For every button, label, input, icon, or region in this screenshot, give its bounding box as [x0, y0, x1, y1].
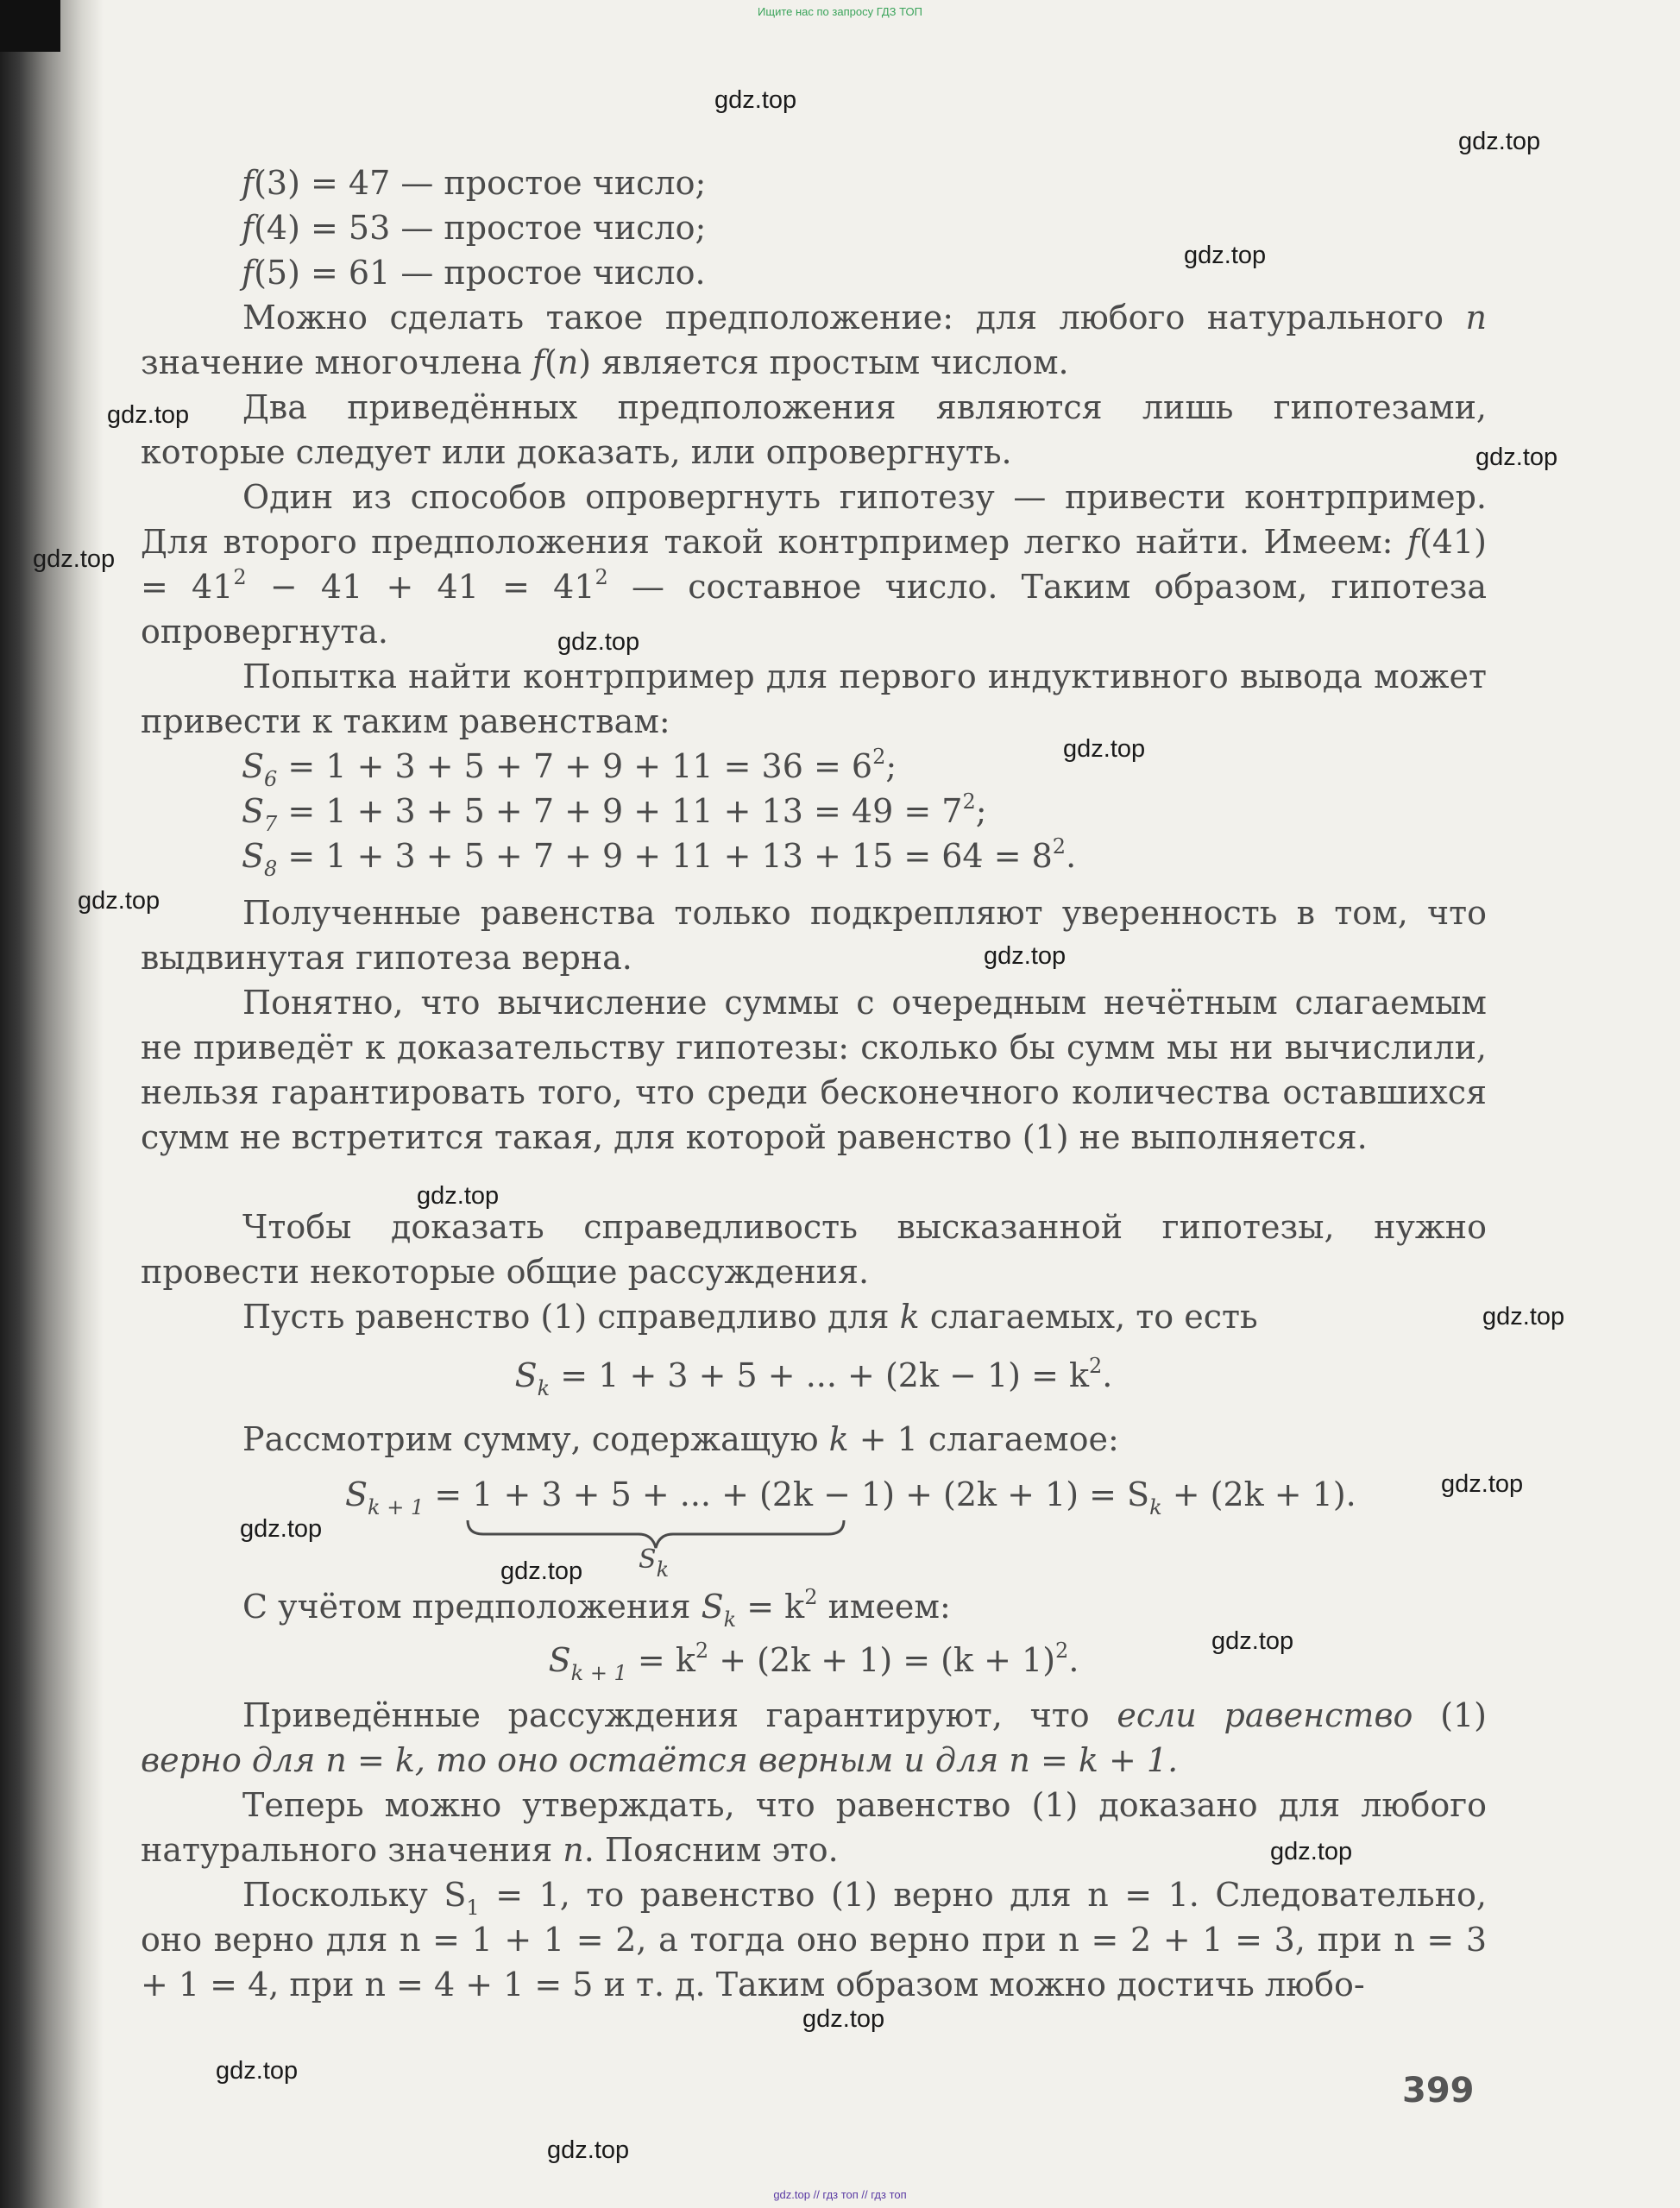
paragraph-now-proved: Теперь можно утверждать, что равенство (1) доказано для любого натурального значения n. Поясним это. — [141, 1786, 1487, 1869]
watermark: gdz.top — [240, 1515, 323, 1543]
equation-s8: $S_8 = 1 + 3 + 5 + 7 + 9 + 11 + 13 + 15 = 64 = 8^2$. — [242, 834, 1077, 881]
page-number: 399 — [1402, 2071, 1475, 2110]
paragraph-hypotheses: Два приведённых предположения являются лишь гипотезами, которые следует или доказать, или опровергнуть. — [141, 388, 1487, 471]
watermark: gdz.top — [1211, 1627, 1294, 1655]
equation-sk: $S_k = 1 + 3 + 5$ + ... + $(2k - 1) = k^2$. — [514, 1354, 1113, 1400]
watermark: gdz.top — [714, 86, 797, 114]
watermark: gdz.top — [1476, 443, 1558, 471]
watermark: gdz.top — [802, 2005, 885, 2033]
paragraph-not-proof: Понятно, что вычисление суммы с очередным нечётным слагаемым не приведёт к доказательству гипотезы: сколько бы сумм мы ни вычислили, нельзя гарантировать того, что среди бесконечного количества оставшихся сумм не встретится такая, для которой равенство (1) не выполняется. — [141, 984, 1487, 1156]
line-f5: f(5) = 61 — простое число. — [242, 254, 706, 292]
watermark: gdz.top — [216, 2057, 299, 2085]
watermark: gdz.top — [557, 628, 640, 656]
paragraph-counterexample: Один из способов опровергнуть гипотезу — привести контрпример. Для второго предположения такой контрпример легко найти. Имеем: $f(41) = 41^2 - 41 + 41 = 41^2$ — составное число. Таким образом, гипотеза опровергнута. — [141, 478, 1487, 651]
watermark: gdz.top — [1063, 735, 1146, 763]
paragraph-hypothesis: Можно сделать такое предположение: для любого натурального n значение многочлена f(n) является простым числом. — [141, 299, 1487, 381]
paragraph-assume-k: Пусть равенство (1) справедливо для k слагаемых, то есть — [242, 1298, 1258, 1336]
equation-s7: $S_7 = 1 + 3 + 5 + 7 + 9 + 11 + 13 = 49 = 7^2$; — [242, 789, 987, 836]
watermark: gdz.top — [1270, 1838, 1353, 1865]
watermark: gdz.top — [500, 1557, 583, 1585]
equation-s6: $S_6 = 1 + 3 + 5 + 7 + 9 + 11 = 36 = 6^2$; — [242, 745, 897, 791]
watermark: gdz.top — [417, 1182, 500, 1210]
paragraph-attempt: Попытка найти контрпример для первого индуктивного вывода может привести к таким равенствам: — [141, 657, 1487, 740]
paragraph-induction-chain: Поскольку $S_1 = 1$, то равенство (1) верно для n = 1. Следовательно, оно верно для n = 1 + 1 = 2, а тогда оно верно при n = 2 + 1 = 3, при n = 3 + 1 = 4, при n = 4 + 1 = 5 и т. д. Таким образом можно достичь любо- — [141, 1876, 1487, 2004]
line-f4: f(4) = 53 — простое число; — [242, 209, 707, 247]
paragraph-general-reasoning: Чтобы доказать справедливость высказанной гипотезы, нужно провести некоторые общие рассуждения. — [141, 1208, 1487, 1291]
watermark: gdz.top — [1184, 242, 1267, 269]
watermark: gdz.top — [1441, 1470, 1524, 1498]
equation-sk1-result: $S_{k + 1} = k^2 + (2k + 1) = (k + 1)^2$. — [548, 1639, 1079, 1685]
underbrace-label: $S_k$ — [639, 1544, 670, 1582]
paragraph-consider-k1: Рассмотрим сумму, содержащую k + 1 слагаемое: — [242, 1420, 1119, 1458]
watermark: gdz.top — [107, 401, 190, 429]
paragraph-with-assumption: С учётом предположения $S_k = k^2$ имеем: — [242, 1585, 951, 1632]
line-f3: f(3) = 47 — простое число; — [242, 164, 707, 202]
watermark: gdz.top — [78, 887, 160, 915]
watermark: gdz.top — [33, 545, 116, 573]
paragraph-guarantee: Приведённые рассуждения гарантируют, что если равенство (1) верно для n = k, то оно остаётся верным и для n = k + 1. — [141, 1696, 1487, 1779]
book-spine-shadow — [0, 0, 104, 2208]
paragraph-reinforce: Полученные равенства только подкрепляют уверенность в том, что выдвинутая гипотеза верна. — [141, 894, 1487, 977]
watermark: gdz.top — [547, 2136, 630, 2164]
header-note: Ищите нас по запросу ГДЗ ТОП — [758, 5, 922, 18]
footer-note: gdz.top // гдз топ // гдз топ — [773, 2188, 907, 2201]
equation-sk1-expansion: $S_{k + 1} = 1 + 3 + 5$ + ... + $(2k - 1) + (2k + 1) = S_k + (2k + 1)$. — [345, 1472, 1356, 1517]
watermark: gdz.top — [1458, 128, 1541, 155]
watermark: gdz.top — [1482, 1303, 1565, 1330]
underbrace-group: 1 + 3 + 5 + ... + (2k − 1) — [472, 1475, 896, 1513]
watermark: gdz.top — [984, 942, 1067, 970]
